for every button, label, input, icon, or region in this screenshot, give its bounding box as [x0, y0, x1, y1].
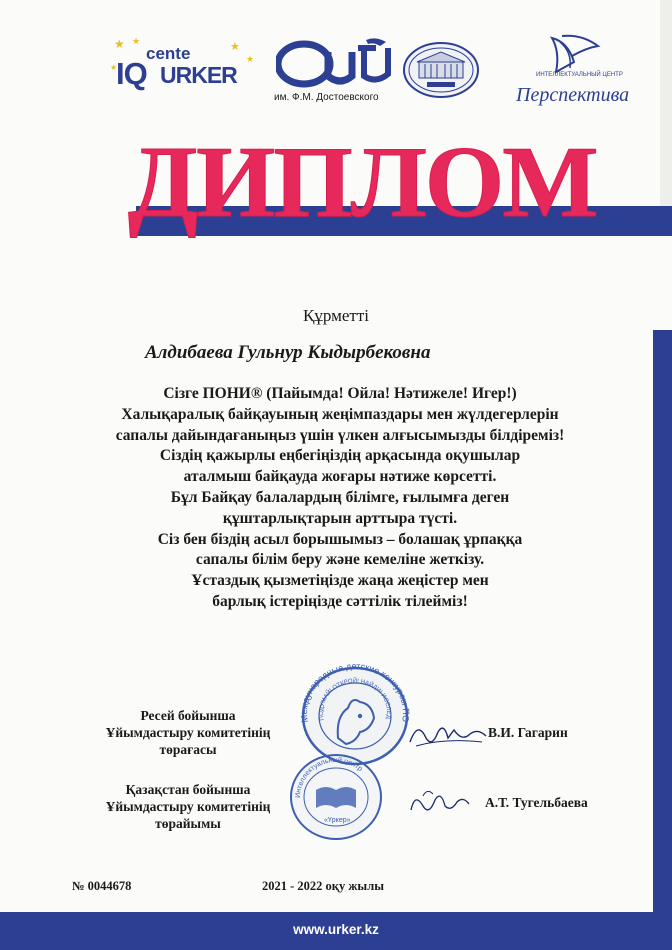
svg-text:★: ★ [114, 37, 125, 51]
body-line: Бұл Байқау балалардың білімге, ғылымға деген [170, 488, 510, 506]
diploma-number: № 0044678 [72, 879, 132, 893]
logo-urker-text: URKER [160, 62, 237, 88]
perspektiva-name: Перспектива [516, 84, 630, 106]
signature-name-1: В.И. Гагарин [488, 725, 568, 740]
body-line: Ұстаздық қызметіңізде жаңа жеңістер мен [191, 572, 489, 590]
body-line: сапалы білім беру және кемеліне жеткізу. [195, 551, 485, 569]
omgu-logo [270, 38, 400, 108]
stamp2-ring-text: Интеллектуальный центр [294, 756, 364, 799]
scan-edge [660, 0, 672, 206]
signature-position-line: төрағасы [159, 742, 217, 757]
body-line: Халықаралық байқауының жеңімпаздары мен жүлдегерлерін [121, 405, 559, 423]
stamp2-inner-text: «Үркер» [324, 817, 351, 824]
body-line: Сіздің қажырлы еңбегіңіздің арқасында оқушылар [159, 447, 521, 465]
body-line: Сізге ПОНИ® (Пайымда! Ойла! Нәтижеле! Игер!) [163, 385, 517, 402]
logo-center-text: cente [146, 44, 191, 63]
recipient-name: Алдибаева Гульнур Кыдырбековна [145, 342, 431, 363]
body-line: құштарлықтарын арттыра түсті. [222, 509, 458, 527]
signature-position-1 [88, 707, 288, 758]
perspektiva-small-text: ИНТЕЛЛЕКТУАЛЬНЫЙ ЦЕНТР [536, 72, 623, 78]
iq-center-urker-logo [110, 36, 260, 96]
body-line: сапалы дайындағаныңыз үшін үлкен алғысымызды білдіреміз! [115, 426, 565, 444]
signature-position-line: Ұйымдастыру комитетінің [105, 725, 271, 740]
blue-band-right [653, 330, 672, 950]
handwritten-signature-1 [404, 712, 490, 752]
body-line: аталмыш байқауда жоғары нәтиже көрсетті. [183, 468, 497, 486]
signature-position-line: Ресей бойынша [140, 708, 236, 723]
stamp1-inner-text: ПОДУМАЙ! ОТКРОЙ! НАЙДИ! ИССЛЕД [318, 678, 392, 721]
signature-name-2: А.Т. Тугельбаева [485, 795, 588, 810]
building-seal-logo [401, 40, 481, 100]
signature-position-line: Қазақстан бойынша [125, 782, 251, 797]
svg-text:★: ★ [246, 54, 255, 64]
body-line: Сіз бен біздің асыл борышымыз – болашақ ұрпаққа [157, 530, 523, 548]
stamp1-ring-text: Международные детские конкурсы ПО [298, 661, 412, 724]
perspektiva-logo [500, 32, 630, 108]
university-emblem-icon [276, 38, 396, 90]
handwritten-signature-2 [403, 782, 483, 822]
round-stamp-icon [286, 752, 386, 842]
svg-text:★: ★ [230, 41, 240, 53]
svg-text:★: ★ [132, 36, 141, 46]
omgu-caption: им. Ф.М. Достоевского [274, 92, 379, 103]
urker-stamp [286, 752, 386, 842]
signature-position-line: төрайымы [155, 816, 221, 831]
body-line: барлық істеріңізде сәттілік тілейміз! [212, 592, 468, 610]
building-icon [401, 40, 481, 100]
academic-year: 2021 - 2022 оқу жылы [262, 879, 384, 893]
diploma-title: ДИПЛОМ [128, 126, 597, 239]
signature-position-line: Ұйымдастыру комитетінің [105, 799, 271, 814]
svg-text:★: ★ [110, 63, 118, 72]
quill-icon [542, 32, 602, 74]
website-link[interactable]: www.urker.kz [293, 922, 379, 937]
logo-iq-text: IQ [116, 56, 147, 91]
body-text [100, 384, 580, 613]
signature-position-2 [88, 781, 288, 832]
salutation: Құрметті [303, 306, 369, 325]
